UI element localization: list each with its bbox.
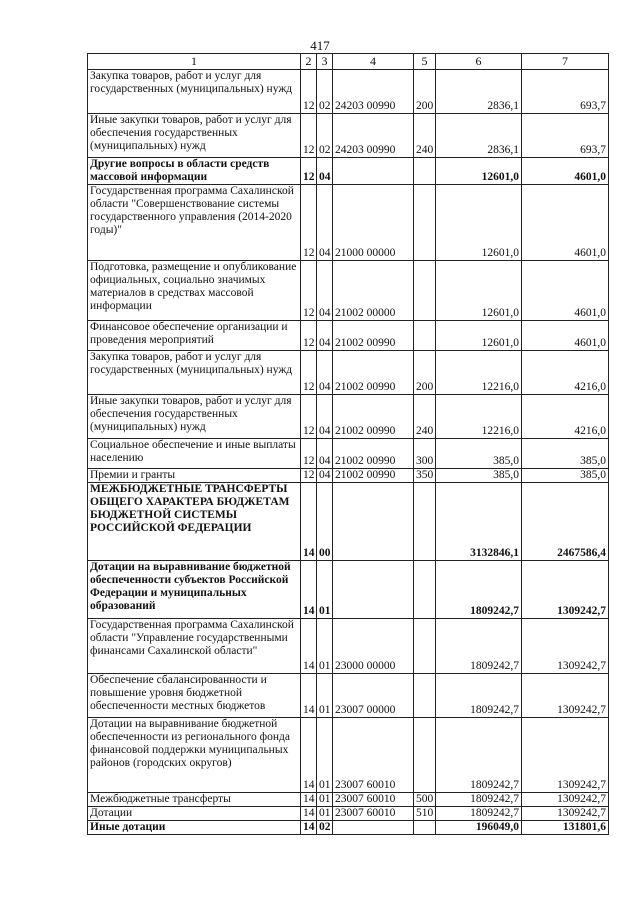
cell-pr: 04 bbox=[317, 395, 333, 439]
table-row bbox=[88, 70, 609, 114]
cell-rz: 14 bbox=[301, 821, 317, 835]
cell-vr: 350 bbox=[414, 469, 436, 483]
cell-sum-2016: 1309242,7 bbox=[522, 619, 609, 674]
header-col-5: 5 bbox=[414, 54, 436, 70]
cell-rz: 12 bbox=[301, 261, 317, 321]
cell-name: Другие вопросы в области средств массовой информации bbox=[88, 158, 301, 185]
cell-vr bbox=[414, 821, 436, 835]
cell-vr: 510 bbox=[414, 807, 436, 821]
cell-pr: 01 bbox=[317, 619, 333, 674]
cell-sum-2016: 2467586,4 bbox=[522, 483, 609, 561]
cell-csr bbox=[333, 483, 414, 561]
header-col-3: 3 bbox=[317, 54, 333, 70]
table-row bbox=[88, 185, 609, 261]
table-header-row bbox=[88, 54, 609, 70]
cell-rz: 14 bbox=[301, 619, 317, 674]
cell-pr: 01 bbox=[317, 807, 333, 821]
cell-vr bbox=[414, 261, 436, 321]
cell-sum-2016: 1309242,7 bbox=[522, 718, 609, 793]
cell-sum-2015: 196049,0 bbox=[436, 821, 522, 835]
cell-vr: 200 bbox=[414, 70, 436, 114]
cell-rz: 12 bbox=[301, 185, 317, 261]
cell-sum-2016: 4601,0 bbox=[522, 185, 609, 261]
header-col-4: 4 bbox=[333, 54, 414, 70]
cell-rz: 14 bbox=[301, 483, 317, 561]
cell-name: Государственная программа Сахалинской области "Совершенствование системы государственного управления (2014-2020 годы)" bbox=[88, 185, 301, 261]
cell-rz: 12 bbox=[301, 351, 317, 395]
table-row bbox=[88, 114, 609, 158]
cell-sum-2016: 385,0 bbox=[522, 469, 609, 483]
cell-name: Подготовка, размещение и опубликование официальных, социально значимых материалов в средствах массовой информации bbox=[88, 261, 301, 321]
cell-csr bbox=[333, 158, 414, 185]
cell-pr: 02 bbox=[317, 70, 333, 114]
cell-name: Закупка товаров, работ и услуг для государственных (муниципальных) нужд bbox=[88, 70, 301, 114]
cell-name: Дотации bbox=[88, 807, 301, 821]
cell-csr: 23007 60010 bbox=[333, 718, 414, 793]
cell-csr: 24203 00990 bbox=[333, 70, 414, 114]
cell-rz: 12 bbox=[301, 321, 317, 351]
cell-pr: 01 bbox=[317, 674, 333, 718]
cell-rz: 14 bbox=[301, 793, 317, 807]
cell-sum-2016: 4216,0 bbox=[522, 351, 609, 395]
cell-rz: 12 bbox=[301, 395, 317, 439]
page-number: 417 bbox=[310, 38, 330, 53]
table-row bbox=[88, 619, 609, 674]
cell-sum-2016: 1309242,7 bbox=[522, 807, 609, 821]
header-col-1: 1 bbox=[88, 54, 301, 70]
cell-sum-2016: 4216,0 bbox=[522, 395, 609, 439]
cell-csr: 21002 00990 bbox=[333, 439, 414, 469]
cell-name: Государственная программа Сахалинской области "Управление государственными финансами Сахалинской области" bbox=[88, 619, 301, 674]
cell-pr: 04 bbox=[317, 158, 333, 185]
cell-pr: 02 bbox=[317, 114, 333, 158]
cell-pr: 04 bbox=[317, 469, 333, 483]
cell-vr: 240 bbox=[414, 114, 436, 158]
cell-pr: 04 bbox=[317, 439, 333, 469]
cell-pr: 01 bbox=[317, 793, 333, 807]
table-row bbox=[88, 469, 609, 483]
cell-sum-2015: 12601,0 bbox=[436, 261, 522, 321]
cell-csr: 21000 00000 bbox=[333, 185, 414, 261]
cell-csr: 21002 00000 bbox=[333, 261, 414, 321]
cell-csr bbox=[333, 821, 414, 835]
cell-csr: 23007 60010 bbox=[333, 793, 414, 807]
cell-csr bbox=[333, 561, 414, 619]
cell-pr: 04 bbox=[317, 261, 333, 321]
cell-rz: 14 bbox=[301, 561, 317, 619]
cell-name: Иные закупки товаров, работ и услуг для обеспечения государственных (муниципальных) нужд bbox=[88, 114, 301, 158]
cell-sum-2016: 4601,0 bbox=[522, 321, 609, 351]
cell-pr: 04 bbox=[317, 321, 333, 351]
table-row bbox=[88, 718, 609, 793]
cell-vr bbox=[414, 185, 436, 261]
cell-pr: 00 bbox=[317, 483, 333, 561]
cell-sum-2015: 1809242,7 bbox=[436, 619, 522, 674]
cell-sum-2015: 12601,0 bbox=[436, 321, 522, 351]
cell-name: Финансовое обеспечение организации и проведения мероприятий bbox=[88, 321, 301, 351]
cell-vr bbox=[414, 718, 436, 793]
cell-pr: 04 bbox=[317, 185, 333, 261]
cell-sum-2015: 12601,0 bbox=[436, 158, 522, 185]
table-row bbox=[88, 821, 609, 835]
cell-name: Межбюджетные трансферты bbox=[88, 793, 301, 807]
cell-name: Закупка товаров, работ и услуг для государственных (муниципальных) нужд bbox=[88, 351, 301, 395]
cell-sum-2015: 1809242,7 bbox=[436, 674, 522, 718]
cell-sum-2016: 131801,6 bbox=[522, 821, 609, 835]
cell-rz: 14 bbox=[301, 674, 317, 718]
cell-pr: 01 bbox=[317, 561, 333, 619]
cell-csr: 21002 00990 bbox=[333, 395, 414, 439]
cell-sum-2015: 385,0 bbox=[436, 439, 522, 469]
cell-csr: 23007 00000 bbox=[333, 674, 414, 718]
cell-sum-2015: 12601,0 bbox=[436, 185, 522, 261]
cell-vr bbox=[414, 483, 436, 561]
cell-name: Дотации на выравнивание бюджетной обеспеченности субъектов Российской Федерации и муниципальных образований bbox=[88, 561, 301, 619]
table-row bbox=[88, 793, 609, 807]
cell-sum-2015: 1809242,7 bbox=[436, 718, 522, 793]
cell-vr bbox=[414, 158, 436, 185]
cell-vr: 500 bbox=[414, 793, 436, 807]
table-row bbox=[88, 807, 609, 821]
cell-pr: 04 bbox=[317, 351, 333, 395]
header-col-2: 2 bbox=[301, 54, 317, 70]
cell-name: Иные закупки товаров, работ и услуг для обеспечения государственных (муниципальных) нужд bbox=[88, 395, 301, 439]
cell-csr: 21002 00990 bbox=[333, 321, 414, 351]
cell-rz: 12 bbox=[301, 70, 317, 114]
cell-vr: 300 bbox=[414, 439, 436, 469]
cell-csr: 23007 60010 bbox=[333, 807, 414, 821]
cell-sum-2015: 1809242,7 bbox=[436, 807, 522, 821]
cell-rz: 12 bbox=[301, 114, 317, 158]
cell-csr: 21002 00990 bbox=[333, 469, 414, 483]
table-row bbox=[88, 158, 609, 185]
header-col-6: 6 bbox=[436, 54, 522, 70]
table-row bbox=[88, 395, 609, 439]
cell-sum-2015: 12216,0 bbox=[436, 351, 522, 395]
cell-sum-2015: 2836,1 bbox=[436, 114, 522, 158]
cell-rz: 14 bbox=[301, 807, 317, 821]
cell-sum-2016: 385,0 bbox=[522, 439, 609, 469]
cell-name: Обеспечение сбалансированности и повышение уровня бюджетной обеспеченности местных бюджетов bbox=[88, 674, 301, 718]
table-row bbox=[88, 483, 609, 561]
cell-rz: 14 bbox=[301, 718, 317, 793]
cell-csr: 23000 00000 bbox=[333, 619, 414, 674]
cell-csr: 21002 00990 bbox=[333, 351, 414, 395]
table-row bbox=[88, 321, 609, 351]
cell-vr bbox=[414, 674, 436, 718]
cell-vr bbox=[414, 321, 436, 351]
budget-table bbox=[87, 53, 609, 835]
cell-sum-2015: 1809242,7 bbox=[436, 561, 522, 619]
table-row bbox=[88, 439, 609, 469]
cell-rz: 12 bbox=[301, 439, 317, 469]
table-row bbox=[88, 561, 609, 619]
cell-name: Иные дотации bbox=[88, 821, 301, 835]
cell-sum-2016: 693,7 bbox=[522, 114, 609, 158]
cell-rz: 12 bbox=[301, 469, 317, 483]
cell-rz: 12 bbox=[301, 158, 317, 185]
cell-sum-2016: 1309242,7 bbox=[522, 674, 609, 718]
cell-sum-2016: 4601,0 bbox=[522, 261, 609, 321]
cell-vr: 240 bbox=[414, 395, 436, 439]
cell-sum-2015: 385,0 bbox=[436, 469, 522, 483]
cell-vr bbox=[414, 619, 436, 674]
header-col-7: 7 bbox=[522, 54, 609, 70]
cell-sum-2015: 3132846,1 bbox=[436, 483, 522, 561]
cell-sum-2016: 693,7 bbox=[522, 70, 609, 114]
cell-name: Премии и гранты bbox=[88, 469, 301, 483]
cell-sum-2016: 1309242,7 bbox=[522, 793, 609, 807]
cell-pr: 02 bbox=[317, 821, 333, 835]
cell-name: Социальное обеспечение и иные выплаты населению bbox=[88, 439, 301, 469]
cell-vr bbox=[414, 561, 436, 619]
table-row bbox=[88, 261, 609, 321]
cell-vr: 200 bbox=[414, 351, 436, 395]
cell-sum-2016: 1309242,7 bbox=[522, 561, 609, 619]
cell-name: МЕЖБЮДЖЕТНЫЕ ТРАНСФЕРТЫ ОБЩЕГО ХАРАКТЕРА БЮДЖЕТАМ БЮДЖЕТНОЙ СИСТЕМЫ РОССИЙСКОЙ ФЕДЕРАЦИИ bbox=[88, 483, 301, 561]
cell-sum-2015: 1809242,7 bbox=[436, 793, 522, 807]
table-row bbox=[88, 351, 609, 395]
cell-csr: 24203 00990 bbox=[333, 114, 414, 158]
table-body bbox=[88, 54, 609, 835]
cell-sum-2016: 4601,0 bbox=[522, 158, 609, 185]
cell-sum-2015: 12216,0 bbox=[436, 395, 522, 439]
cell-name: Дотации на выравнивание бюджетной обеспеченности из регионального фонда финансовой поддержки муниципальных районов (городских округов) bbox=[88, 718, 301, 793]
cell-pr: 01 bbox=[317, 718, 333, 793]
table-row bbox=[88, 674, 609, 718]
cell-sum-2015: 2836,1 bbox=[436, 70, 522, 114]
